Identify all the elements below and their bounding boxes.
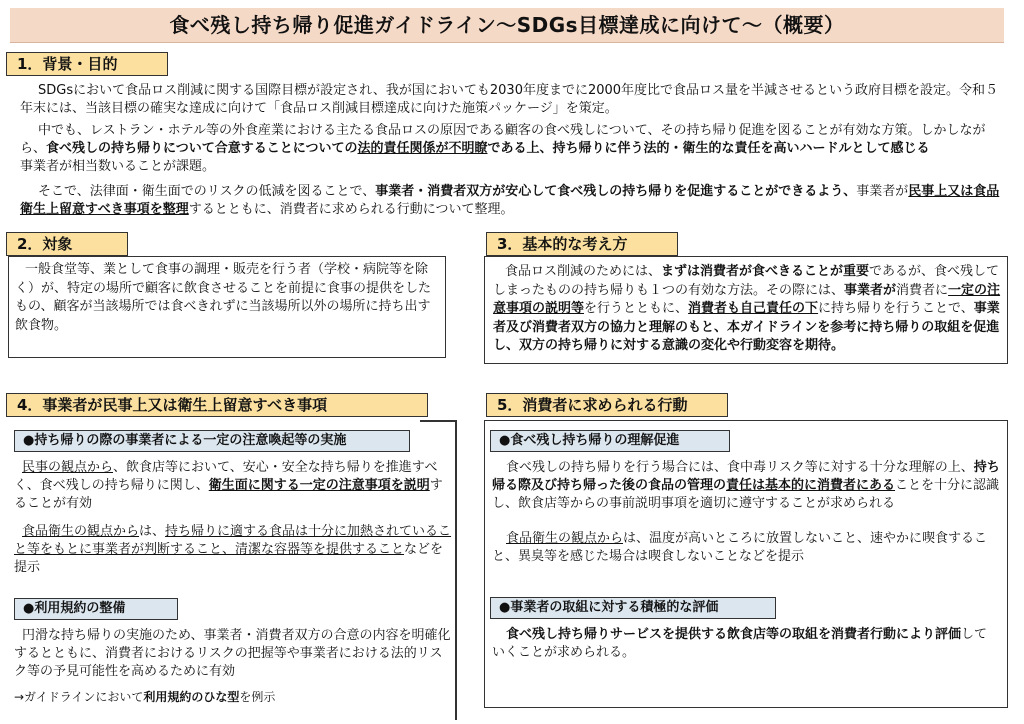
section-5-paragraph-1: 食べ残しの持ち帰りを行う場合には、食中毒リスク等に対する十分な理解の上、持ち帰る際及び持ち帰った後の食品の管理の責任は基本的に消費者にあることを十分に認識し、飲食店等からの事前説明事項を適切に遵守することが求められる [492,460,1000,511]
section-2-text: 一般食堂等、業として食事の調理・販売を行う者（学校・病院等を除く）が、特定の場所で顧客に飲食させることを前提に食事の提供をしたもの、顧客が当該場所では食べきれずに当該場所以外の場所に持ち出す飲食物。 [15,262,432,333]
section-4-paragraph-2: 食品衛生の観点からは、持ち帰りに適する食品は十分に加熱されていること等をもとに事業者が判断すること、清潔な容器等を提供することなどを提示 [14,524,452,575]
section-1-heading: 1．背景・目的 [6,52,168,76]
section-2-box [8,256,446,358]
section-4-right-border [455,420,457,720]
section-1-paragraph-2: 中でも、レストラン・ホテル等の外食産業における主たる食品ロスの原因である顧客の食べ残しについて、その持ち帰り促進を図ることが有効な方策。しかしながら、食べ残しの持ち帰りについて合意することについての法的責任関係が不明瞭である上、持ち帰りに伴う法的・衛生的な責任を高いハードルとして感じる 事業者が相当数いることが課題。 [20,123,986,174]
section-4-sub-1: ●持ち帰りの際の事業者による一定の注意喚起等の実施 [14,430,410,452]
section-3-heading: 3．基本的な考え方 [486,232,678,256]
section-1-paragraph-1: SDGsにおいて食品ロス削減に関する国際目標が設定され、我が国においても2030年度までに2000年度比で食品ロス量を半減させるという政府目標を設定。令和５年末には、当該目標の確実な達成に向けて「食品ロス削減目標達成に向けた施策パッケージ」を策定。 [20,83,999,116]
section-5-sub-1: ●食べ残し持ち帰りの理解促進 [490,430,730,452]
section-1-paragraph-3: そこで、法律面・衛生面でのリスクの低減を図ることで、事業者・消費者双方が安心して食べ残しの持ち帰りを促進することができるよう、事業者が民事上又は食品衛生上留意すべき事項を整理するとともに、消費者に求められる行動について整理。 [20,184,1000,217]
section-5-paragraph-2: 食品衛生の観点からは、温度が高いところに放置しないこと、速やかに喫食すること、異臭等を感じた場合は喫食しないことなどを提示 [492,531,988,564]
section-5-heading: 5．消費者に求められる行動 [486,393,728,417]
section-3-text: 食品ロス削減のためには、まずは消費者が食べきることが重要であるが、食べ残してしまったものの持ち帰りも１つの有効な方法。その際には、事業者が消費者に一定の注意事項の説明等を行うとともに、消費者も自己責任の下に持ち帰りを行うことで、事業者及び消費者双方の協力と理解のもと、本ガイドラインを参考に持ち帰りの取組を促進し、双方の持ち帰りに対する意識の変化や行動変容を期待。 [493,264,1001,353]
section-4-sub-2: ●利用規約の整備 [14,598,178,620]
section-5-sub-2: ●事業者の取組に対する積極的な評価 [490,597,776,619]
section-4-paragraph-1: 民事の観点から、飲食店等において、安心・安全な持ち帰りを推進すべく、食べ残しの持ち帰りに関し、衛生面に関する一定の注意事項を説明することが有効 [14,460,443,511]
section-2-heading: 2．対象 [6,232,128,256]
section-4-top-border [420,420,456,422]
section-3-box [484,256,1008,364]
section-4-paragraph-3: 円滑な持ち帰りの実施のため、事業者・消費者双方の合意の内容を明確化するとともに、消費者におけるリスクの把握等や事業者における法的リスク等の予見可能性を高めるために有効 [14,628,451,679]
section-4-heading: 4．事業者が民事上又は衛生上留意すべき事項 [6,393,428,417]
section-5-paragraph-3: 食べ残し持ち帰りサービスを提供する飲食店等の取組を消費者行動により評価していくことが求められる。 [492,627,988,660]
section-4-paragraph-4: →ガイドラインにおいて利用規約のひな型を例示 [14,690,276,704]
document-title: 食べ残し持ち帰り促進ガイドライン～SDGs目標達成に向けて～（概要） [10,8,1004,43]
